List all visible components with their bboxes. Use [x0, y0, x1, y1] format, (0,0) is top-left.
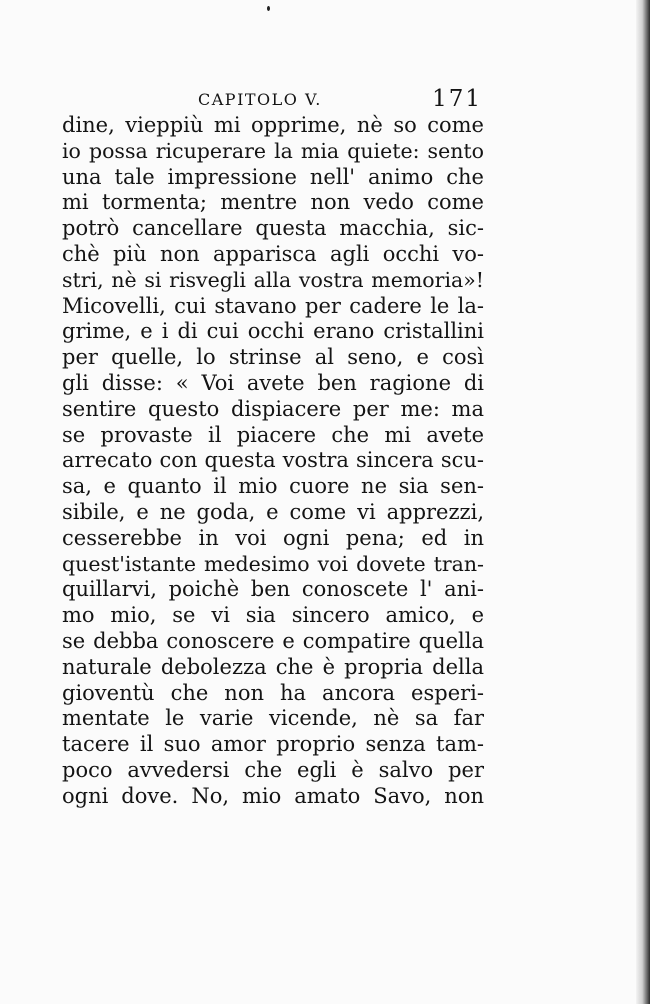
- body-text: [62, 113, 484, 810]
- text-line: sibile, e ne goda, e come vi apprezzi,: [62, 499, 484, 524]
- text-line: una tale impressione nell' animo che: [62, 164, 484, 189]
- text-line: arrecato con questa vostra sincera scu-: [62, 448, 484, 473]
- ink-speck: [267, 6, 270, 11]
- running-header: [62, 86, 482, 116]
- text-line: dine, vieppiù mi opprime, nè so come: [62, 113, 484, 137]
- text-line: se provaste il piacere che mi avete: [62, 422, 484, 447]
- text-line: gli disse: « Voi avete ben ragione di: [62, 370, 484, 395]
- text-line: se debba conoscere e compatire quella: [62, 628, 484, 653]
- text-line: naturale debolezza che è propria della: [62, 654, 484, 679]
- text-line: Micovelli, cui stavano per cadere le la-: [62, 293, 484, 318]
- text-line: cesserebbe in voi ogni pena; ed in: [62, 525, 484, 550]
- text-line: io possa ricuperare la mia quiete: sento: [62, 138, 484, 163]
- text-line: tacere il suo amor proprio senza tam-: [62, 732, 484, 757]
- text-line: grime, e i di cui occhi erano cristallini: [62, 319, 484, 344]
- chapter-title: CAPITOLO V.: [198, 90, 322, 109]
- text-line: per quelle, lo strinse al seno, e così: [62, 345, 484, 370]
- text-line: potrò cancellare questa macchia, sic-: [62, 216, 484, 241]
- text-line: ogni dove. No, mio amato Savo, non: [62, 783, 484, 808]
- text-line: chè più non apparisca agli occhi vo-: [62, 241, 484, 266]
- text-line: gioventù che non ha ancora esperi-: [62, 680, 484, 705]
- text-line: stri, nè si risvegli alla vostra memoria»!: [62, 267, 484, 292]
- text-line: quest'istante medesimo voi dovete tran-: [62, 551, 484, 576]
- text-line: quillarvi, poichè ben conoscete l' ani-: [62, 577, 484, 602]
- text-line: mo mio, se vi sia sincero amico, e: [62, 603, 484, 628]
- text-line: mi tormenta; mentre non vedo come: [62, 190, 484, 215]
- page-number: 171: [432, 86, 482, 112]
- text-line: poco avvedersi che egli è salvo per: [62, 757, 484, 782]
- text-line: sentire questo dispiacere per me: ma: [62, 396, 484, 421]
- page-edge-shadow: [636, 0, 650, 1004]
- text-line: mentate le varie vicende, nè sa far: [62, 706, 484, 731]
- text-line: sa, e quanto il mio cuore ne sia sen-: [62, 474, 484, 499]
